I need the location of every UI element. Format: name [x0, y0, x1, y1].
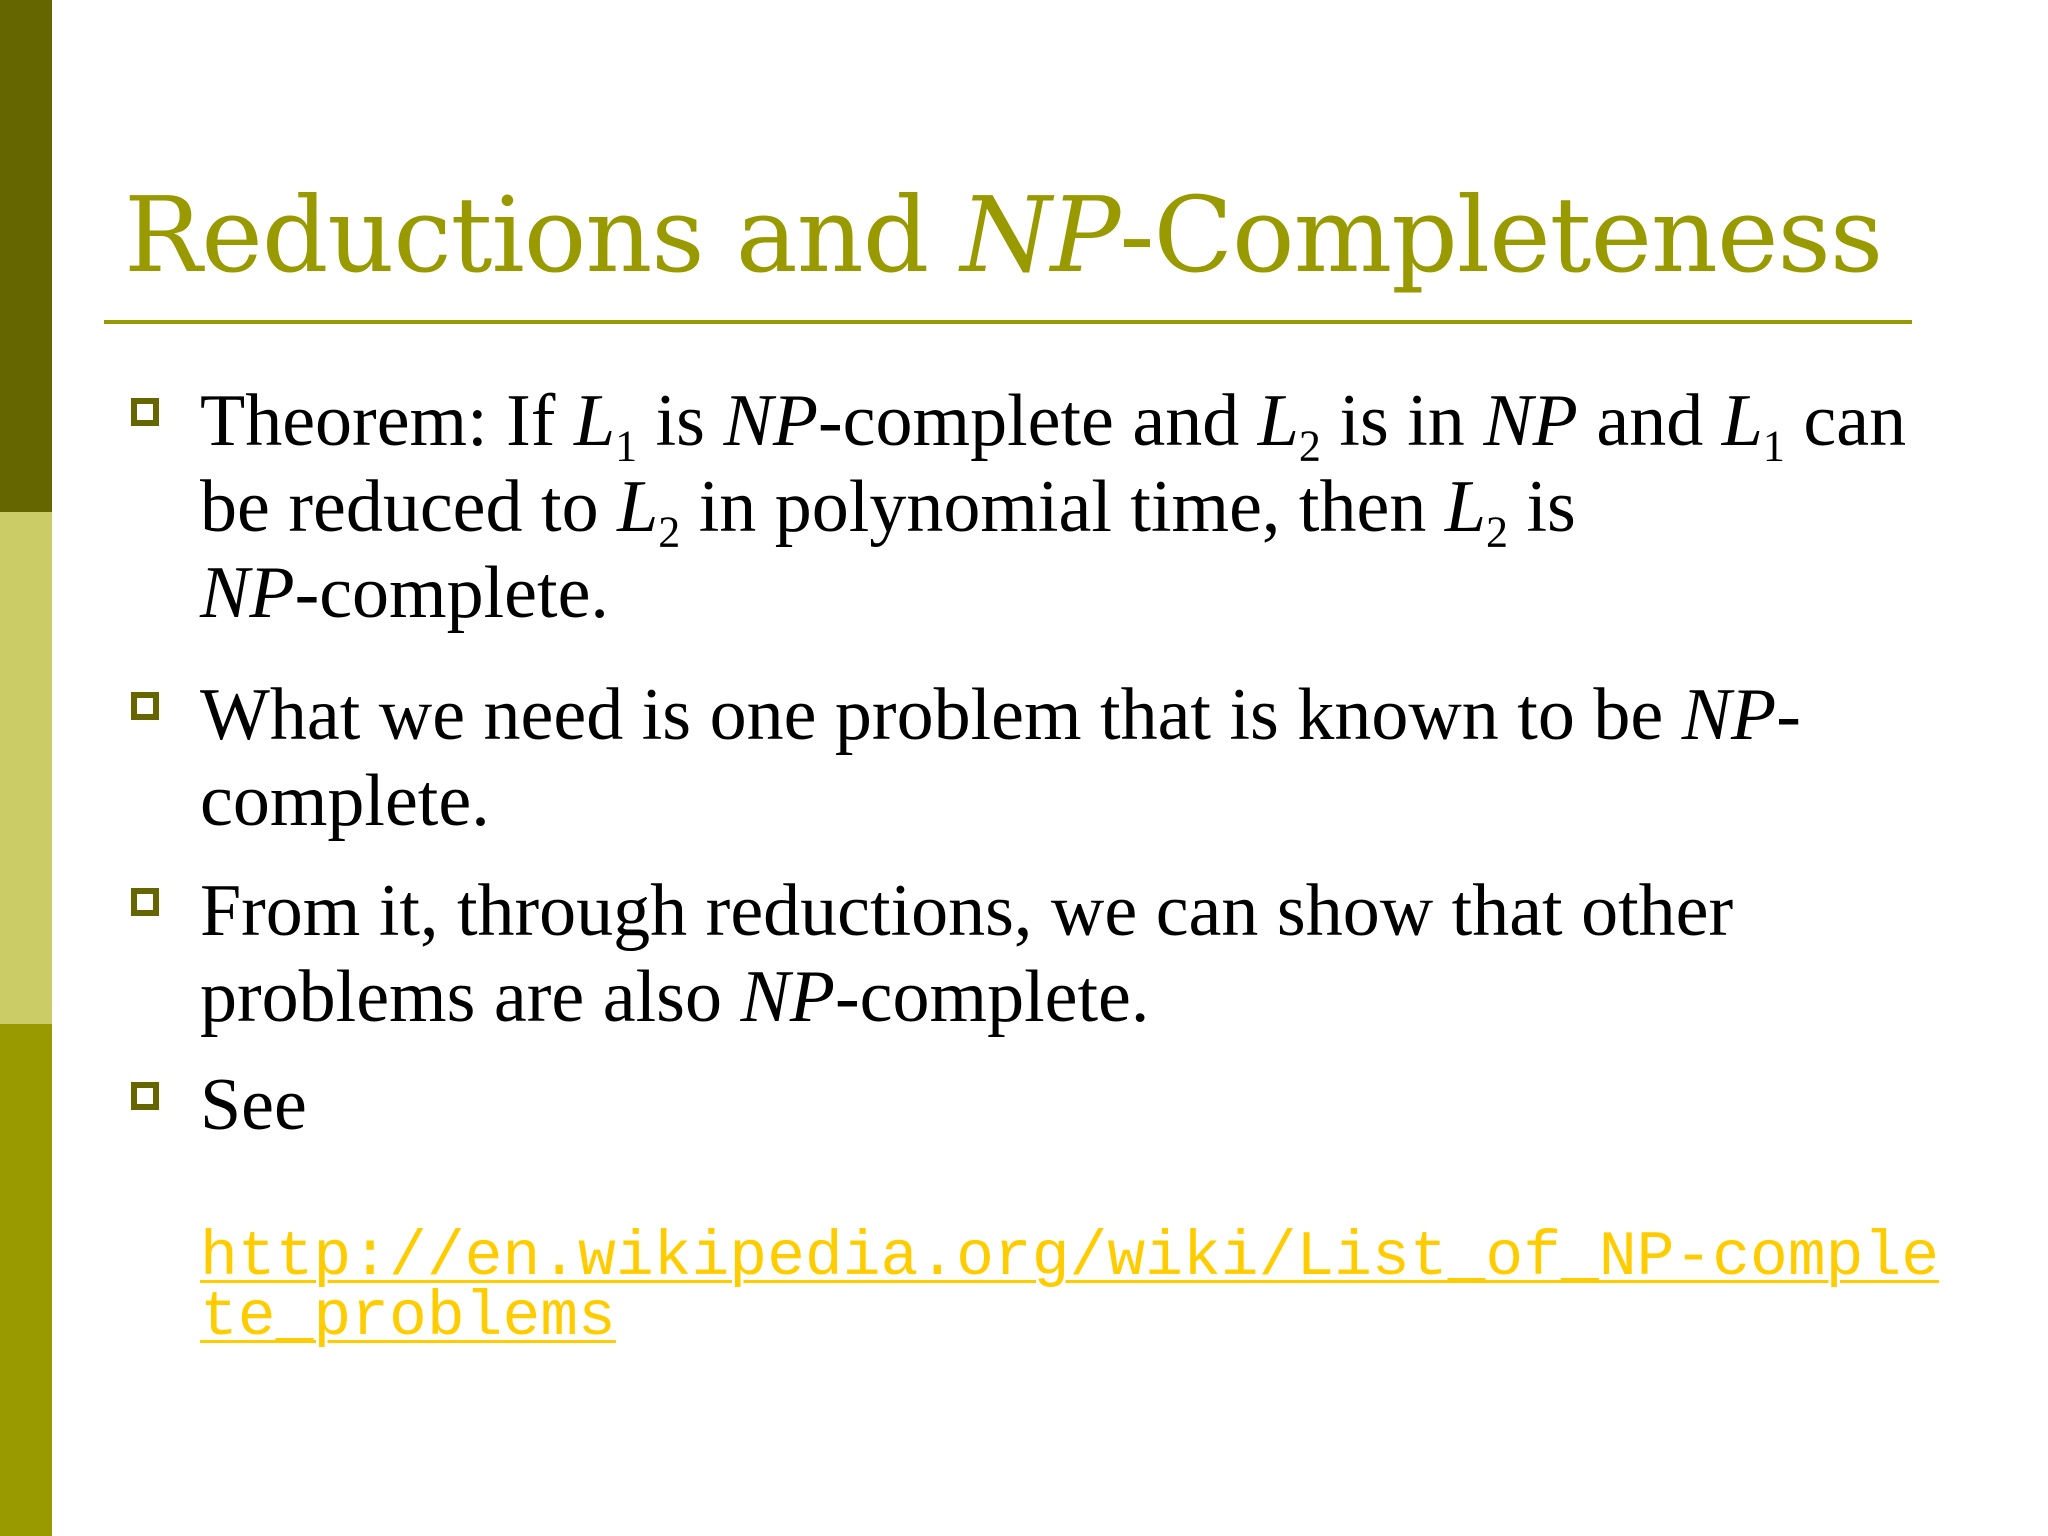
italic-np: NP — [723, 380, 819, 462]
bullet-text — [200, 674, 1801, 842]
text-run: Theorem: If — [200, 380, 574, 462]
math-subscript: 1 — [615, 421, 638, 471]
math-subscript: 2 — [1298, 421, 1321, 471]
sidebar-accent-top — [0, 0, 52, 512]
italic-np: NP — [1483, 380, 1578, 462]
text-run: -complete and — [818, 380, 1258, 462]
text-run: -complete. — [294, 552, 609, 634]
sidebar-accent-bottom — [0, 1024, 52, 1536]
sidebar-accent-middle — [0, 512, 52, 1024]
text-run: is — [637, 380, 724, 462]
title-italic-np: NP — [960, 174, 1120, 296]
bullet-reductions — [200, 868, 1940, 1040]
text-run: -complete. — [835, 956, 1150, 1038]
text-run: can be reduced to — [200, 380, 1907, 548]
title-suffix: -Completeness — [1119, 174, 1883, 296]
slide-title — [124, 174, 1883, 296]
hollow-square-bullet-icon — [131, 398, 159, 426]
text-run: is — [1507, 466, 1576, 548]
math-subscript: 2 — [1485, 507, 1508, 557]
bullet-text: See — [200, 1064, 307, 1146]
text-run: is in — [1320, 380, 1484, 462]
title-underline-rule — [104, 320, 1912, 324]
math-subscript: 1 — [1762, 421, 1785, 471]
italic-np: NP — [1681, 674, 1777, 756]
text-run: and — [1577, 380, 1722, 462]
hollow-square-bullet-icon — [131, 1082, 159, 1110]
text-run: What we need is one problem that is known to be — [200, 674, 1682, 756]
bullet-text — [200, 870, 1733, 1038]
math-var: L — [1721, 380, 1763, 462]
text-run: From it, through reductions, we can show that other problems are also — [200, 870, 1734, 1038]
text-run: in polynomial time, then — [680, 466, 1445, 548]
math-var: L — [1257, 380, 1299, 462]
math-subscript: 2 — [658, 507, 681, 557]
math-var: L — [1444, 466, 1486, 548]
text-run: -complete. — [200, 674, 1801, 842]
bullet-text — [200, 380, 1906, 634]
bullet-theorem — [200, 378, 1940, 636]
italic-np: NP — [740, 956, 836, 1038]
hollow-square-bullet-icon — [131, 692, 159, 720]
italic-np: NP — [200, 552, 295, 634]
hollow-square-bullet-icon — [131, 888, 159, 916]
bullet-known-problem — [200, 672, 1940, 844]
wikipedia-np-complete-link[interactable]: http://en.wikipedia.org/wiki/List_of_NP-complete_problems — [200, 1222, 1940, 1353]
math-var: L — [617, 466, 659, 548]
title-prefix: Reductions and — [124, 174, 961, 296]
math-var: L — [573, 380, 616, 462]
bullet-see — [200, 1062, 1940, 1148]
